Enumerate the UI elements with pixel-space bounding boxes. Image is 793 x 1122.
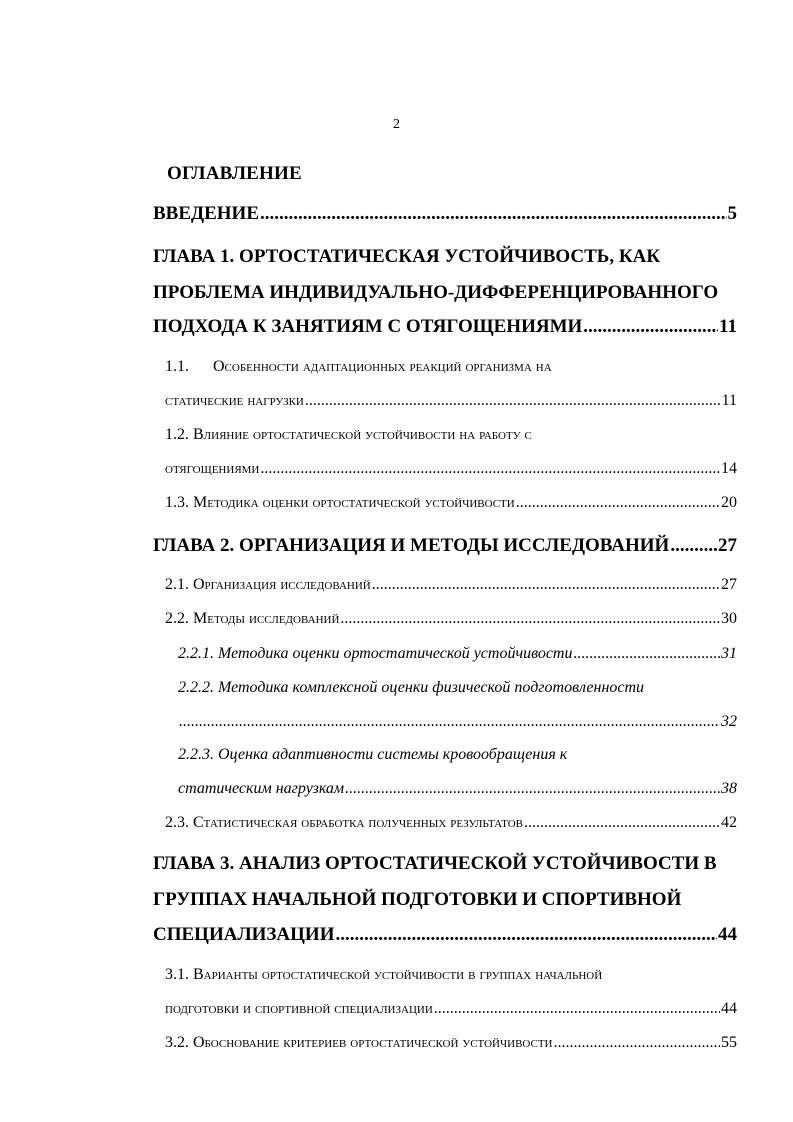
dot-leader <box>340 610 720 628</box>
dot-leader <box>260 460 720 478</box>
toc-entry-label: ПРОБЛЕМА ИНДИВИДУАЛЬНО-ДИФФЕРЕНЦИРОВАННОГО <box>153 282 719 303</box>
toc-entry-chapter3-line1[interactable] <box>153 853 737 875</box>
toc-entry-label: 2.3. Статистическая обработка полученных результатов <box>165 814 523 831</box>
toc-entry-1-2[interactable] <box>165 460 737 478</box>
toc-entry-number: 1.1. <box>165 358 189 375</box>
toc-entry-chapter3-line2[interactable] <box>153 889 737 911</box>
toc-entry-label: подготовки и спортивной специализации <box>165 1000 433 1017</box>
toc-entry-page: 11 <box>719 316 737 337</box>
toc-entry-chapter1-line2[interactable] <box>153 282 737 304</box>
toc-entry-label: ВВЕДЕНИЕ <box>153 203 259 224</box>
toc-title: ОГЛАВЛЕНИЕ <box>167 163 302 184</box>
toc-entry-1-1-line1[interactable] <box>165 358 737 376</box>
toc-entry-chapter3[interactable] <box>153 924 737 946</box>
toc-entry-3-1[interactable] <box>165 1000 737 1018</box>
toc-entry-label: статические нагрузки <box>165 392 304 409</box>
toc-entry-chapter1[interactable] <box>153 316 737 338</box>
dot-leader <box>179 713 720 731</box>
dot-leader <box>345 780 720 798</box>
toc-entry-3-1-line1[interactable] <box>165 966 737 984</box>
toc-entry-chapter1-line1[interactable] <box>153 246 737 268</box>
dot-leader <box>434 1000 720 1018</box>
toc-entry-label: 3.1. Варианты ортостатической устойчивости в группах начальной <box>165 966 603 983</box>
toc-entry-label: ГРУППАХ НАЧАЛЬНОЙ ПОДГОТОВКИ И СПОРТИВНОЙ <box>153 889 682 910</box>
toc-entry-page: 55 <box>721 1034 737 1051</box>
toc-entry-page: 31 <box>721 645 737 662</box>
toc-entry-page: 44 <box>718 924 737 945</box>
toc-entry-page: 11 <box>721 392 737 409</box>
toc-entry-label: 2.2. Методы исследований <box>165 610 340 627</box>
toc-entry-page: 30 <box>721 610 737 627</box>
toc-entry-label: ГЛАВА 2. ОРГАНИЗАЦИЯ И МЕТОДЫ ИССЛЕДОВАНИЙ <box>153 535 670 556</box>
toc-entry-page: 44 <box>721 1000 737 1017</box>
toc-entry-label: 2.2.2. Методика комплексной оценки физической подготовленности <box>178 679 645 696</box>
toc-entry-3-2[interactable] <box>165 1034 737 1052</box>
toc-entry-label: СПЕЦИАЛИЗАЦИИ <box>153 924 335 945</box>
toc-entry-2-3[interactable] <box>165 814 737 832</box>
page-number: 2 <box>393 117 400 132</box>
toc-entry-2-2-2[interactable] <box>178 713 737 731</box>
toc-entry-label: 2.1. Организация исследований <box>165 576 371 593</box>
toc-entry-2-2-3[interactable] <box>178 780 737 798</box>
toc-entry-2-1[interactable] <box>165 576 737 594</box>
toc-entry-page: 38 <box>721 780 737 797</box>
dot-leader <box>260 203 727 225</box>
toc-entry-page: 14 <box>721 460 737 477</box>
toc-entry-label: отягощениями <box>165 460 260 477</box>
dot-leader <box>670 535 717 557</box>
toc-entry-page: 32 <box>721 713 737 730</box>
toc-entry-2-2-2-line1[interactable] <box>178 679 737 697</box>
toc-entry-label: ГЛАВА 1. ОРТОСТАТИЧЕСКАЯ УСТОЙЧИВОСТЬ, КАК <box>153 246 661 267</box>
toc-entry-label: ПОДХОДА К ЗАНЯТИЯМ С ОТЯГОЩЕНИЯМИ <box>153 316 583 337</box>
dot-leader <box>335 924 717 946</box>
toc-entry-label: статическим нагрузкам <box>178 780 345 797</box>
dot-leader <box>372 576 720 594</box>
toc-entry-2-2-1[interactable] <box>178 645 737 663</box>
dot-leader <box>305 392 721 410</box>
dot-leader <box>554 1034 721 1052</box>
toc-entry-page: 42 <box>721 814 737 831</box>
dot-leader <box>583 316 718 338</box>
dot-leader <box>524 814 720 832</box>
toc-entry-page: 20 <box>721 494 737 511</box>
dot-leader <box>573 645 720 663</box>
toc-entry-page: 27 <box>718 535 737 556</box>
dot-leader <box>516 494 720 512</box>
toc-entry-label: 2.2.1. Методика оценки ортостатической устойчивости <box>178 645 573 662</box>
toc-entry-label: Особенности адаптационных реакций организма на <box>213 358 552 375</box>
toc-entry-page: 27 <box>721 576 737 593</box>
toc-entry-2-2[interactable] <box>165 610 737 628</box>
toc-entry-1-1[interactable] <box>165 392 737 410</box>
toc-entry-label: 3.2. Обоснование критериев ортостатической устойчивости <box>165 1034 553 1051</box>
toc-entry-label: 1.3. Методика оценки ортостатической устойчивости <box>165 494 515 511</box>
toc-entry-1-3[interactable] <box>165 494 737 512</box>
toc-entry-1-2-line1[interactable] <box>165 426 737 444</box>
toc-entry-label: 2.2.3. Оценка адаптивности системы кровообращения к <box>178 746 568 763</box>
toc-entry-2-2-3-line1[interactable] <box>178 746 737 764</box>
toc-entry-chapter2[interactable] <box>153 535 737 557</box>
toc-entry-label: ГЛАВА 3. АНАЛИЗ ОРТОСТАТИЧЕСКОЙ УСТОЙЧИВОСТИ В <box>153 853 717 874</box>
toc-entry-label: 1.2. Влияние ортостатической устойчивости на работу с <box>165 426 532 443</box>
toc-entry-intro[interactable] <box>153 203 737 225</box>
toc-entry-page: 5 <box>727 203 737 224</box>
